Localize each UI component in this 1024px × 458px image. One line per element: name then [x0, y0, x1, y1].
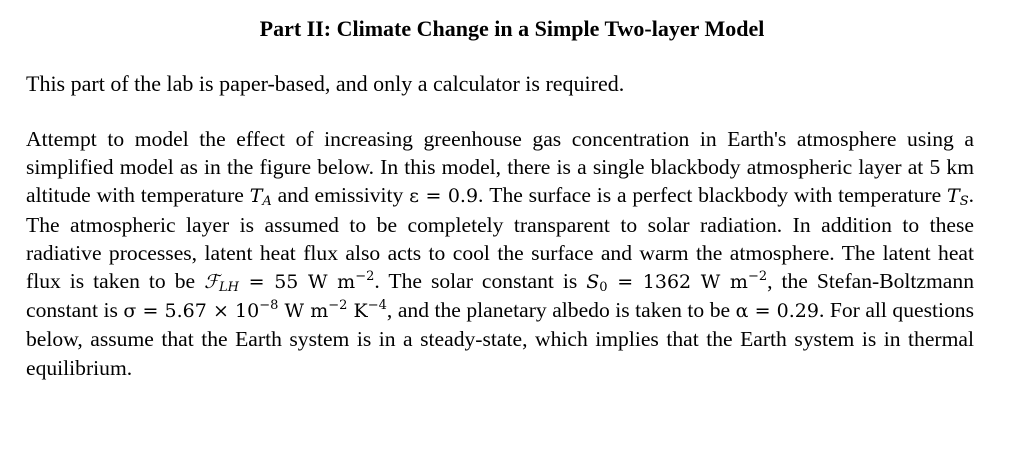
paragraph-text-5: . The solar constant is: [374, 269, 587, 294]
paragraph-text-2: and emissivity: [271, 183, 410, 208]
intro-paragraph: This part of the lab is paper-based, and only a calculator is required.: [26, 71, 625, 96]
paragraph-text-7: , and the planetary albedo is taken to be: [386, 298, 736, 323]
paragraph-text-3: . The surface is a perfect blackbody with temperature: [478, 183, 947, 208]
paragraph-text-1: Attempt to model the effect of increasing greenhouse gas concentration in Earth's atmosphere using a simplified model as in the figure below. In this model, there is a single blackbody atmospheric layer at 5 km altitude with temperature: [26, 127, 974, 208]
solar-constant-value: $S_0 = 1362$ W $m^{-2}$: [586, 269, 768, 296]
paragraph-text-6: , the Stefan-Boltzmann constant is: [26, 269, 974, 323]
albedo-value: α = 0.29: [735, 300, 819, 323]
paragraph-text-8: . For all questions below, assume that the Earth system is in a steady-state, which implies that the Earth system is in thermal equilibrium.: [26, 298, 975, 380]
emissivity-value: ε = 0.9: [409, 185, 479, 208]
atmosphere-temperature-symbol: $T_A$: [249, 185, 272, 210]
section-title: Part II: Climate Change in a Simple Two-layer Model: [259, 16, 765, 41]
paragraph-text-4: . The atmospheric layer is assumed to be completely transparent to solar radiation. In addition to these radiative processes, latent heat flux also acts to cool the surface and warm the atmosphere. The latent heat flux is taken to be: [26, 183, 974, 294]
surface-temperature-symbol: $T_S$: [947, 185, 969, 210]
stefan-boltzmann-value: $\sigma = 5.67 \times 10^{-8}$ W $m^{-2}$ $K^{-4}$: [123, 298, 387, 323]
latent-heat-flux-value: ℱ$_{LH}$ = 55 W $m^{-2}$: [204, 269, 375, 296]
main-paragraph: [26, 125, 974, 382]
